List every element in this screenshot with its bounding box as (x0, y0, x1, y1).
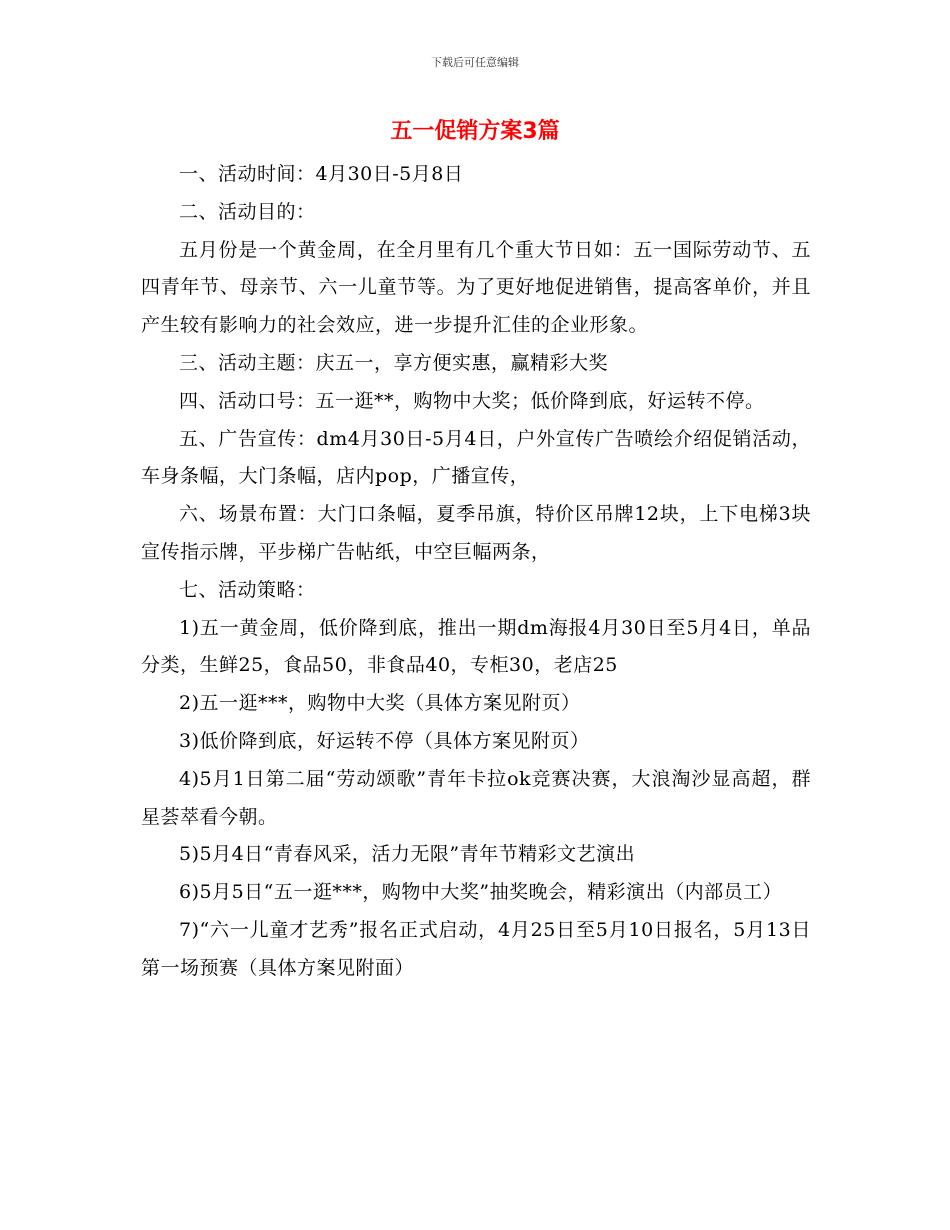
paragraph-strategy-heading: 七、活动策略： (179, 578, 316, 601)
paragraph-advertising: 五、广告宣传：dm4月30日-5月4日，户外宣传广告喷绘介绍促销活动，车身条幅，大门条幅，店内pop，广播宣传， (141, 427, 811, 488)
paragraph-strategy-4: 4)5月1日第二届“劳动颂歌”青年卡拉ok竞赛决赛，大浪淘沙显高超，群星荟萃看今朝。 (141, 767, 811, 828)
paragraph-strategy-5: 5)5月4日“青春风采，活力无限”青年节精彩文艺演出 (179, 843, 636, 866)
paragraph-activity-slogan: 四、活动口号：五一逛**，购物中大奖；低价降到底，好运转不停。 (179, 389, 765, 412)
document-body (141, 156, 811, 988)
paragraph-activity-purpose-heading: 二、活动目的： (179, 200, 316, 223)
paragraph-strategy-6: 6)5月5日“五一逛***，购物中大奖”抽奖晚会，精彩演出（内部员工） (179, 881, 783, 904)
paragraph-activity-purpose: 五月份是一个黄金周，在全月里有几个重大节日如：五一国际劳动节、五四青年节、母亲节、六一儿童节等。为了更好地促进销售，提高客单价，并且产生较有影响力的社会效应，进一步提升汇佳的企业形象。 (141, 238, 811, 337)
paragraph-strategy-1: 1)五一黄金周，低价降到底，推出一期dm海报4月30日至5月4日，单品分类，生鲜25，食品50，非食品40，专柜30，老店25 (141, 616, 811, 677)
paragraph-activity-theme: 三、活动主题：庆五一，享方便实惠，赢精彩大奖 (179, 351, 609, 374)
paragraph-scene-layout: 六、场景布置：大门口条幅，夏季吊旗，特价区吊牌12块，上下电梯3块宣传指示牌，平步梯广告帖纸，中空巨幅两条， (141, 503, 811, 563)
document-title: 五一促销方案3篇 (390, 119, 560, 144)
page-header-note: 下载后可任意编辑 (431, 56, 519, 69)
paragraph-strategy-2: 2)五一逛***，购物中大奖（具体方案见附页） (179, 692, 581, 715)
paragraph-activity-time: 一、活动时间：4月30日-5月8日 (179, 163, 464, 185)
paragraph-strategy-3: 3)低价降到底，好运转不停（具体方案见附页） (179, 729, 590, 752)
paragraph-strategy-7: 7)“六一儿童才艺秀”报名正式启动，4月25日至5月10日报名，5月13日第一场预赛（具体方案见附面） (141, 918, 811, 979)
